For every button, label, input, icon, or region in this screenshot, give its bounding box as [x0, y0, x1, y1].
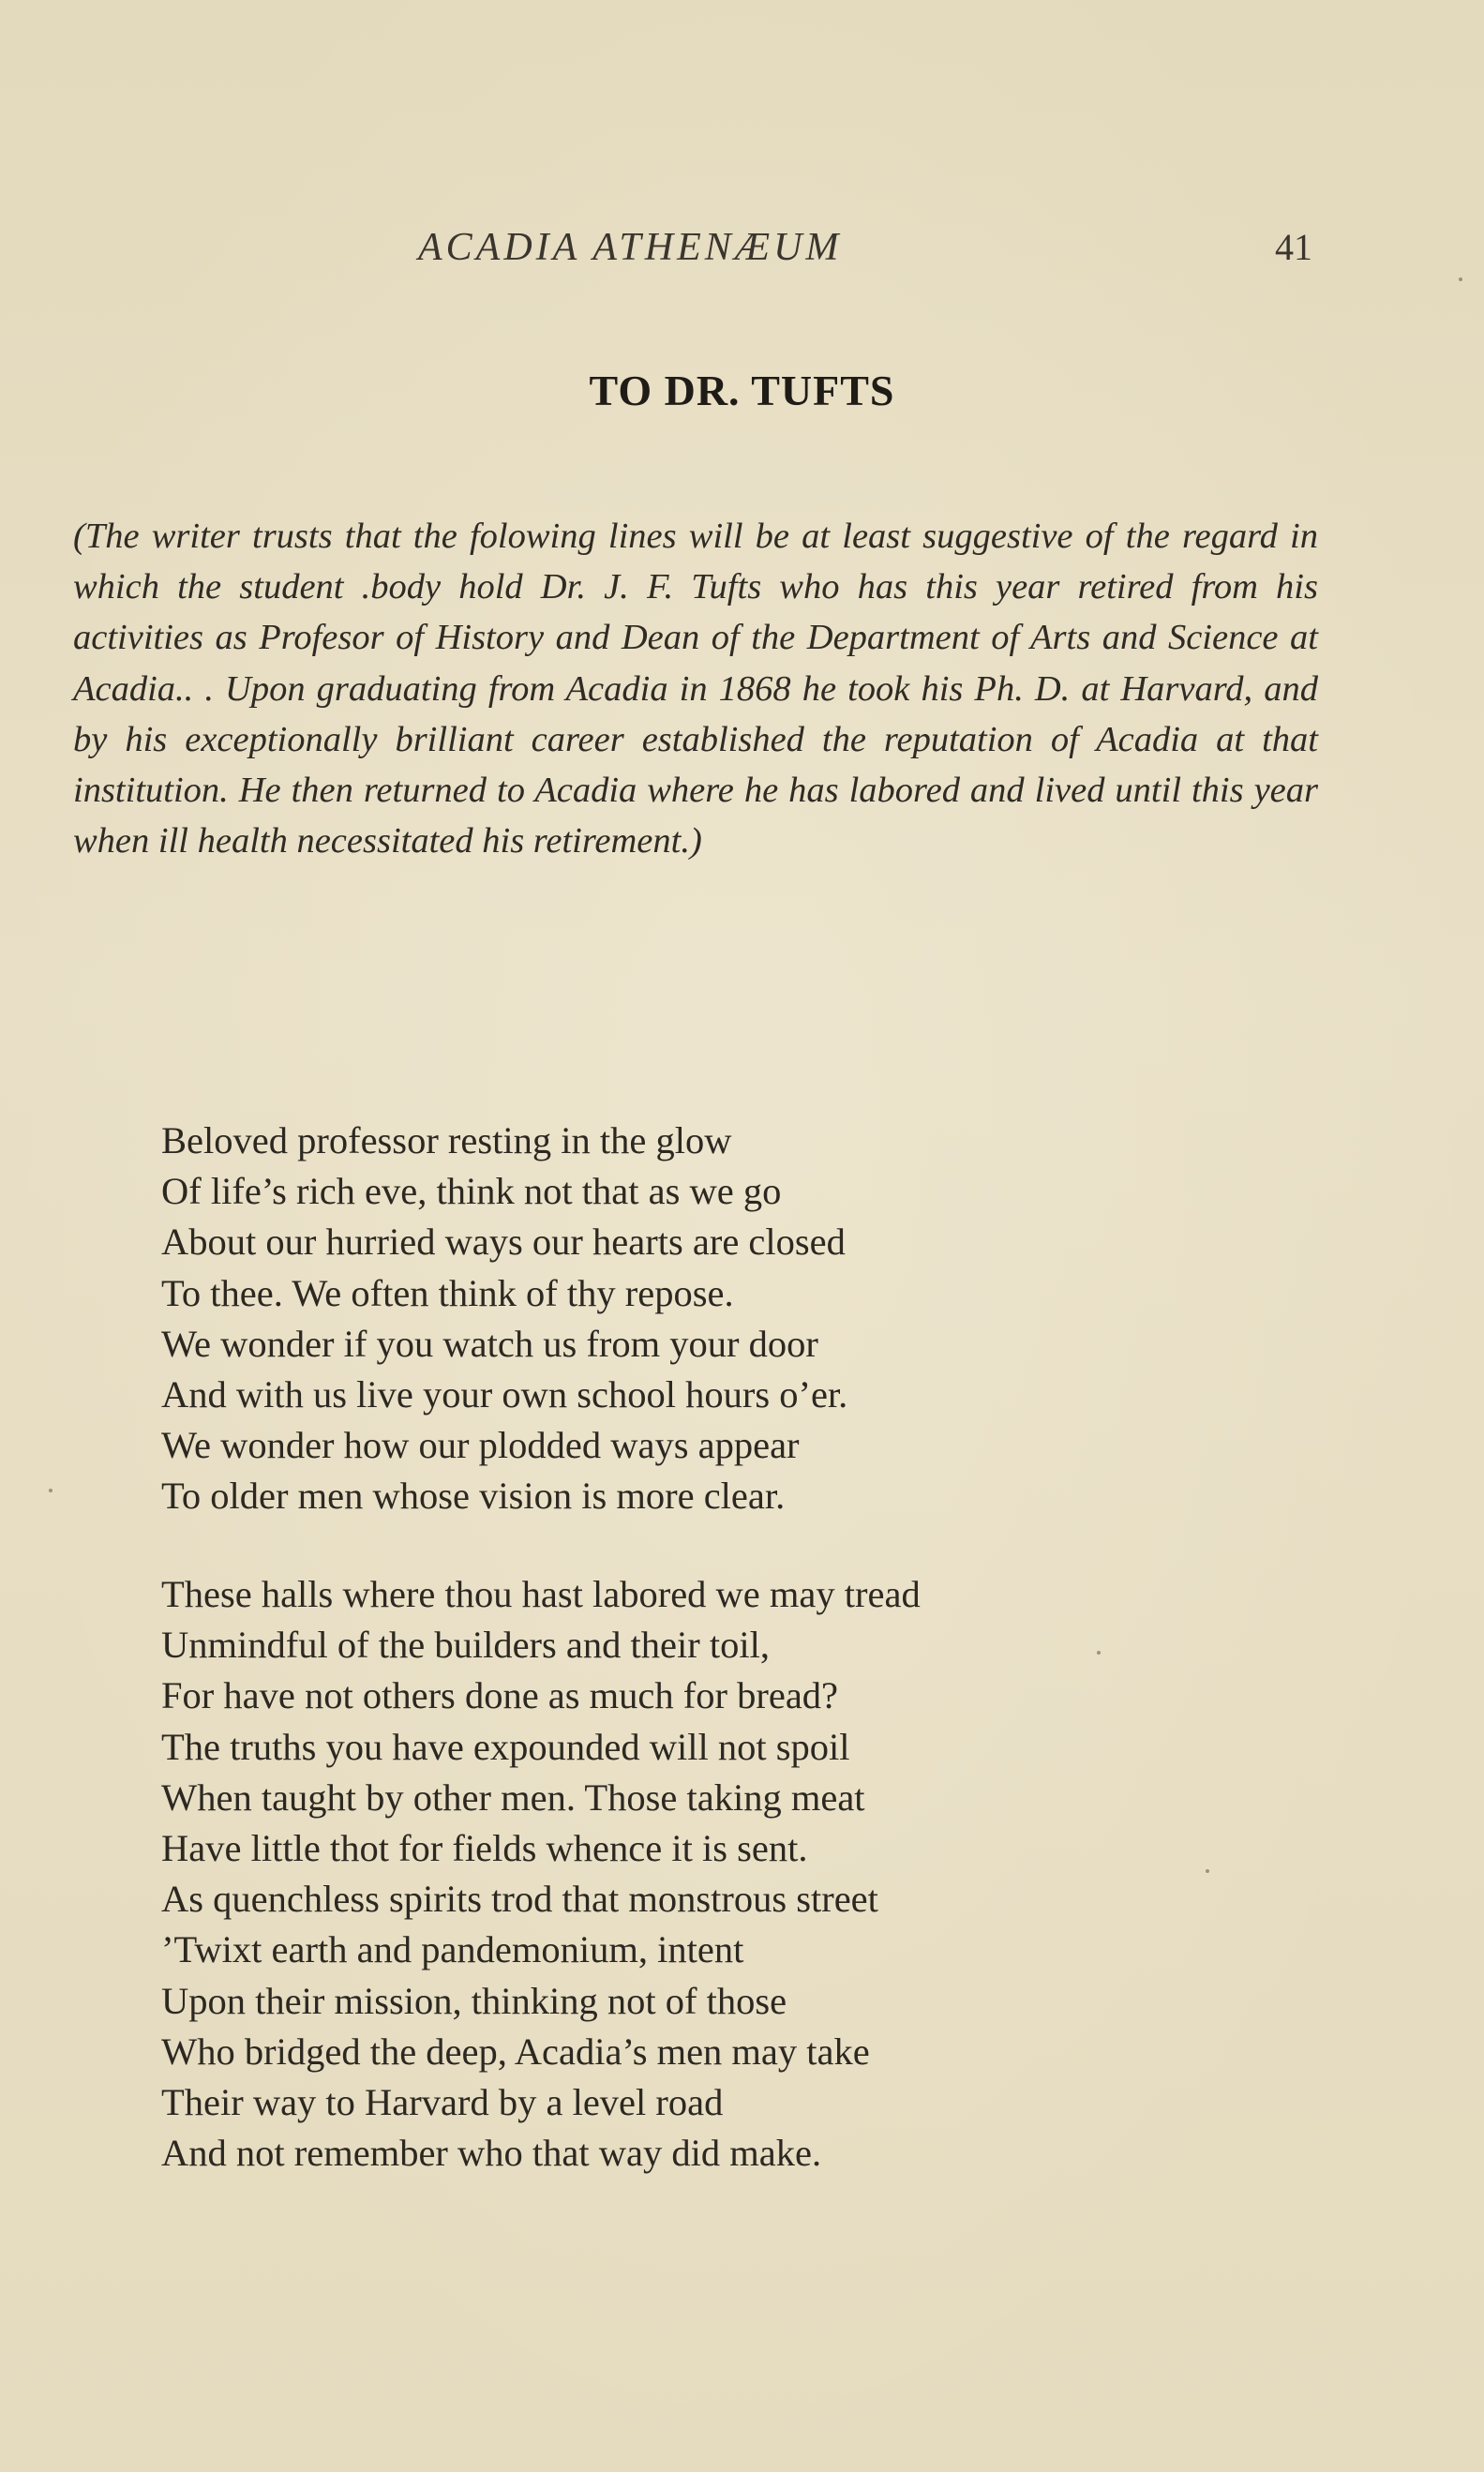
poem-title: TO DR. TUFTS	[589, 367, 895, 414]
poem-line: To older men whose vision is more clear.	[161, 1475, 786, 1518]
running-head	[0, 225, 1484, 281]
stanza-2	[161, 1569, 921, 2179]
poem-line: For have not others done as much for bread?	[161, 1674, 839, 1717]
paper-speck	[1206, 1869, 1209, 1873]
poem-line: ’Twixt earth and pandemonium, intent	[161, 1928, 744, 1971]
journal-title: ACADIA ATHENÆUM	[418, 226, 843, 269]
poem-line: And with us live your own school hours o’er.	[161, 1373, 848, 1416]
poem-line: These halls where thou hast labored we may tread	[161, 1573, 921, 1615]
poem-line: When taught by other men. Those taking meat	[161, 1775, 865, 1819]
poem-line: Who bridged the deep, Acadia’s men may take	[161, 2030, 870, 2073]
poem-line: We wonder how our plodded ways appear	[161, 1424, 800, 1467]
poem-line: About our hurried ways our hearts are closed	[161, 1221, 846, 1264]
poem-line: And not remember who that way did make.	[161, 2132, 822, 2175]
poem-line: The truths you have expounded will not spoil	[161, 1725, 850, 1768]
poem-line: We wonder if you watch us from your door	[161, 1322, 818, 1365]
paper-speck	[1459, 277, 1462, 281]
paper-speck	[1097, 1651, 1101, 1655]
poem-line: Of life’s rich eve, think not that as we go	[161, 1170, 782, 1213]
paper-speck	[49, 1489, 52, 1492]
poem-line: Their way to Harvard by a level road	[161, 2081, 724, 2124]
poem-line: Have little thot for fields whence it is sent.	[161, 1827, 808, 1870]
poem-line: Upon their mission, thinking not of those	[161, 1979, 787, 2022]
poem-line: As quenchless spirits trod that monstrous street	[161, 1878, 878, 1921]
poem-line: To thee. We often think of thy repose.	[161, 1271, 734, 1314]
poem-line: Beloved professor resting in the glow	[161, 1119, 732, 1161]
stanza-1	[161, 1116, 847, 1522]
poem-line: Unmindful of the builders and their toil,	[161, 1624, 771, 1667]
preface-note: (The writer trusts that the folowing lines will be at least suggestive of the regard in which the student .body hold Dr. J. F. Tufts who has this year retired from his activities as Profesor of History and Dean of the Department of Arts and Science at Acadia.. . Upon graduating from Acadia in 1868 he took his Ph. D. at Harvard, and by his exceptionally brilliant career established the reputation of Acadia at that institution. He then returned to Acadia where he has labored and lived until this year when ill health necessitated his retirement.)	[73, 517, 1318, 861]
page-number: 41	[1275, 226, 1312, 268]
